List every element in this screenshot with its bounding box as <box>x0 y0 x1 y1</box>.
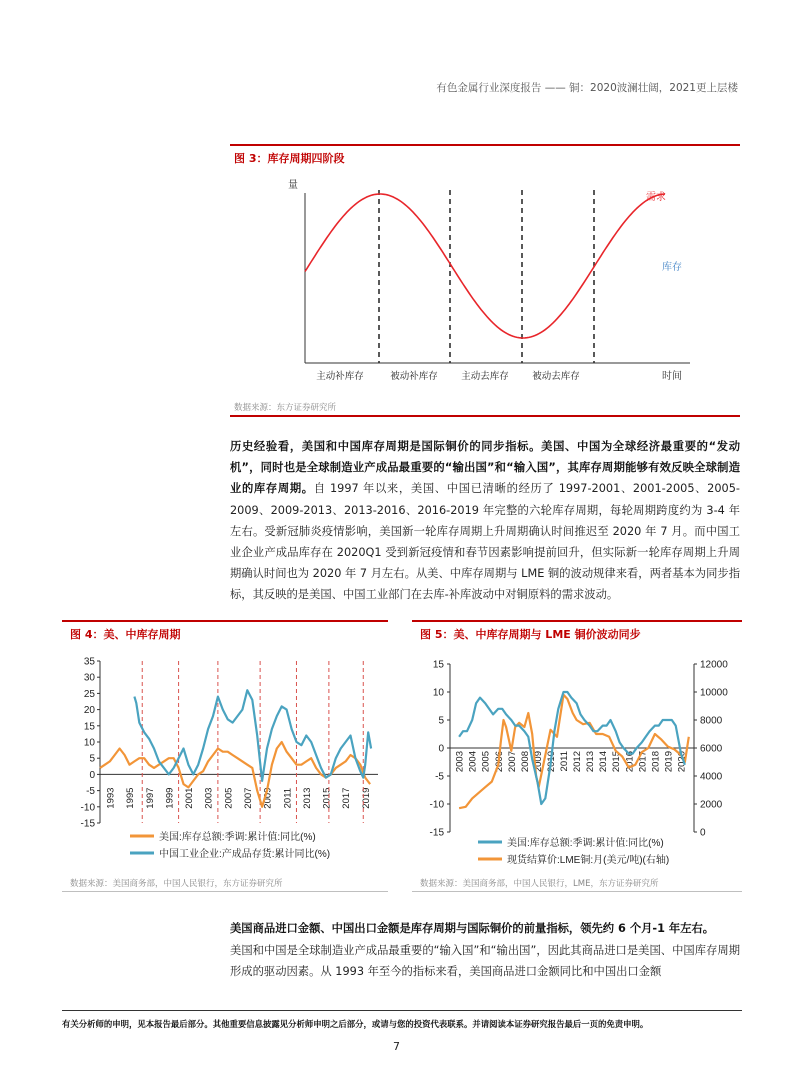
page-header: 有色金属行业深度报告 —— 铜：2020波澜壮阔，2021更上层楼 <box>436 82 738 94</box>
fig5-x-tick-label: 2019 <box>663 751 675 773</box>
fig4-y-tick-label: 35 <box>83 656 95 668</box>
footer-disclaimer: 有关分析师的申明，见本报告最后部分。其他重要信息披露见分析师申明之后部分，或请与您的投资代表联系。并请阅读本证券研究报告最后一页的免责申明。 <box>62 1019 649 1029</box>
fig3-ylabel: 量 <box>288 180 298 191</box>
fig3-xlabel: 时间 <box>662 371 682 382</box>
fig5-x-tick-label: 2003 <box>454 751 466 773</box>
fig5-chart <box>412 648 742 870</box>
fig5-y-tick-label: 0 <box>438 743 444 755</box>
fig5-x-tick-label: 2006 <box>493 751 505 773</box>
fig5-x-tick-label: 2016 <box>624 751 636 773</box>
fig3-phase-label: 被动补库存 <box>390 371 438 382</box>
fig3-phase-label: 主动去库存 <box>461 371 509 382</box>
fig4-x-tick-label: 2013 <box>301 787 313 809</box>
fig5-y2-tick-label: 12000 <box>700 659 728 671</box>
fig4-y-tick-label: 15 <box>83 721 95 733</box>
fig5-x-tick-label: 2005 <box>480 751 492 773</box>
fig4-y-tick-label: 0 <box>89 769 95 781</box>
fig3-phase-label: 被动去库存 <box>532 371 580 382</box>
fig4-title: 图 4：美、中库存周期 <box>70 628 181 641</box>
fig4-legend-label: 美国:库存总额:季调:累计值:同比(%) <box>159 832 316 843</box>
fig4-x-tick-label: 1999 <box>164 787 176 809</box>
fig5-x-tick-label: 2015 <box>611 751 623 773</box>
fig3-top-rule <box>230 144 740 146</box>
body-paragraph-1 <box>230 436 740 606</box>
fig3-source: 数据来源：东方证券研究所 <box>234 403 337 413</box>
fig4-y-tick-label: -5 <box>86 786 95 798</box>
fig5-y2-tick-label: 2000 <box>700 799 723 811</box>
fig4-x-tick-label: 1997 <box>144 787 156 809</box>
fig4-x-tick-label: 1995 <box>125 787 137 809</box>
fig4-y-tick-label: -15 <box>80 818 95 830</box>
fig4-x-tick-label: 2011 <box>282 787 294 809</box>
fig5-x-tick-label: 2014 <box>598 751 610 773</box>
fig4-legend-label: 中国工业企业:产成品存货:累计同比(%) <box>159 849 331 860</box>
fig5-x-tick-label: 2008 <box>519 751 531 773</box>
fig3-inventory-label: 库存 <box>662 262 682 273</box>
fig3-chart <box>230 168 740 398</box>
fig5-legend-label: 美国:库存总额:季调:累计值:同比(%) <box>507 838 664 849</box>
fig5-x-tick-label: 2011 <box>559 751 571 772</box>
body1-bold: 历史经验看，美国和中国库存周期是国际铜价的同步指标。美国、中国为全球经济最重要的“发动机”，同时也是全球制造业产成品最重要的“输出国”和“输入国”，其库存周期能够有效反映全球制造业的库存周期。 <box>230 440 740 496</box>
fig5-y-tick-label: 5 <box>438 715 444 727</box>
fig5-y-tick-label: 10 <box>432 687 444 699</box>
fig5-legend-label: 现货结算价:LME铜:月(美元/吨)(右轴) <box>507 855 670 866</box>
fig5-x-tick-label: 2004 <box>467 751 479 773</box>
fig4-x-tick-label: 2007 <box>243 787 255 809</box>
fig5-x-tick-label: 2010 <box>545 751 557 773</box>
body1-text: 自 1997 年以来，美国、中国已清晰的经历了 1997-2001、2001-2005、2005-2009、2009-2013、2013-2016、2016-2019 年完整的六轮库存周期，每轮周期跨度约为 3-4 年左右。受新冠肺炎疫情影响，美国新一轮库存周期上升周期确认时间推迟至 2020 年 7 月。而中国工业企业产成品库存在 2020Q1 受到新冠疫情和春节因素影响提前回升，但实际新一轮库存周期上升周期确认时间也为 2020 年 7 月左右。从美、中库存周期与 LME 铜的波动规律来看，两者基本为同步指标，其反映的是美国、中国工业部门在去库-补库波动中对铜原料的需求波动。 <box>230 482 740 602</box>
fig4-x-tick-label: 2015 <box>321 787 333 809</box>
fig5-y-tick-label: -5 <box>435 771 444 783</box>
fig5-x-tick-label: 2007 <box>506 751 518 773</box>
fig4-bottom-rule <box>62 891 388 892</box>
body2-bold: 美国商品进口金额、中国出口金额是库存周期与国际铜价的前量指标，领先约 6 个月-1 年左右。 <box>230 922 715 935</box>
fig4-x-tick-label: 2019 <box>360 787 372 809</box>
fig4-y-tick-label: 30 <box>83 672 95 684</box>
fig5-x-tick-label: 2018 <box>650 751 662 773</box>
fig4-y-tick-label: 20 <box>83 705 95 717</box>
fig5-top-rule <box>412 620 742 622</box>
fig3-title: 图 3：库存周期四阶段 <box>234 152 345 165</box>
fig4-x-tick-label: 1993 <box>105 787 117 809</box>
fig4-top-rule <box>62 620 388 622</box>
fig5-y2-tick-label: 6000 <box>700 743 723 755</box>
page-number: 7 <box>393 1040 400 1053</box>
fig5-title: 图 5：美、中库存周期与 LME 铜价波动同步 <box>420 628 641 641</box>
fig4-source: 数据来源：美国商务部，中国人民银行，东方证券研究所 <box>70 879 283 889</box>
fig5-y-tick-label: 15 <box>432 659 444 671</box>
fig5-y2-tick-label: 0 <box>700 827 706 839</box>
fig4-x-tick-label: 2005 <box>223 787 235 809</box>
fig5-y2-tick-label: 8000 <box>700 715 723 727</box>
fig5-y-tick-label: -10 <box>429 799 444 811</box>
fig3-demand-label: 需求 <box>646 192 666 203</box>
fig4-y-tick-label: 5 <box>89 753 95 765</box>
fig4-x-tick-label: 2017 <box>341 787 353 809</box>
fig5-x-tick-label: 2017 <box>637 751 649 773</box>
fig5-x-tick-label: 2020 <box>676 751 688 773</box>
body2-text: 美国和中国是全球制造业产成品最重要的“输入国”和“输出国”，因此其商品进口是美国、中国库存周期形成的驱动因素。从 1993 年至今的指标来看，美国商品进口金额同比和中国出口金额 <box>230 944 740 979</box>
fig5-y2-tick-label: 10000 <box>700 687 728 699</box>
fig5-y-tick-label: -15 <box>429 827 444 839</box>
fig4-x-tick-label: 2003 <box>203 787 215 809</box>
fig5-bottom-rule <box>412 891 742 892</box>
fig3-phase-label: 主动补库存 <box>316 371 364 382</box>
fig3-demand-line <box>305 194 665 338</box>
fig5-x-tick-label: 2009 <box>532 751 544 773</box>
fig3-bottom-rule <box>230 415 740 417</box>
fig5-x-tick-label: 2013 <box>585 751 597 773</box>
fig4-y-tick-label: 25 <box>83 688 95 700</box>
fig4-x-tick-label: 2009 <box>262 787 274 809</box>
fig4-y-tick-label: 10 <box>83 737 95 749</box>
fig4-chart <box>62 648 392 870</box>
fig4-y-tick-label: -10 <box>80 802 95 814</box>
fig5-y2-tick-label: 4000 <box>700 771 723 783</box>
fig5-x-tick-label: 2012 <box>572 751 584 773</box>
fig4-x-tick-label: 2001 <box>184 787 196 809</box>
footer-rule <box>62 1010 742 1011</box>
fig5-source: 数据来源：美国商务部，中国人民银行，LME，东方证券研究所 <box>420 879 659 889</box>
